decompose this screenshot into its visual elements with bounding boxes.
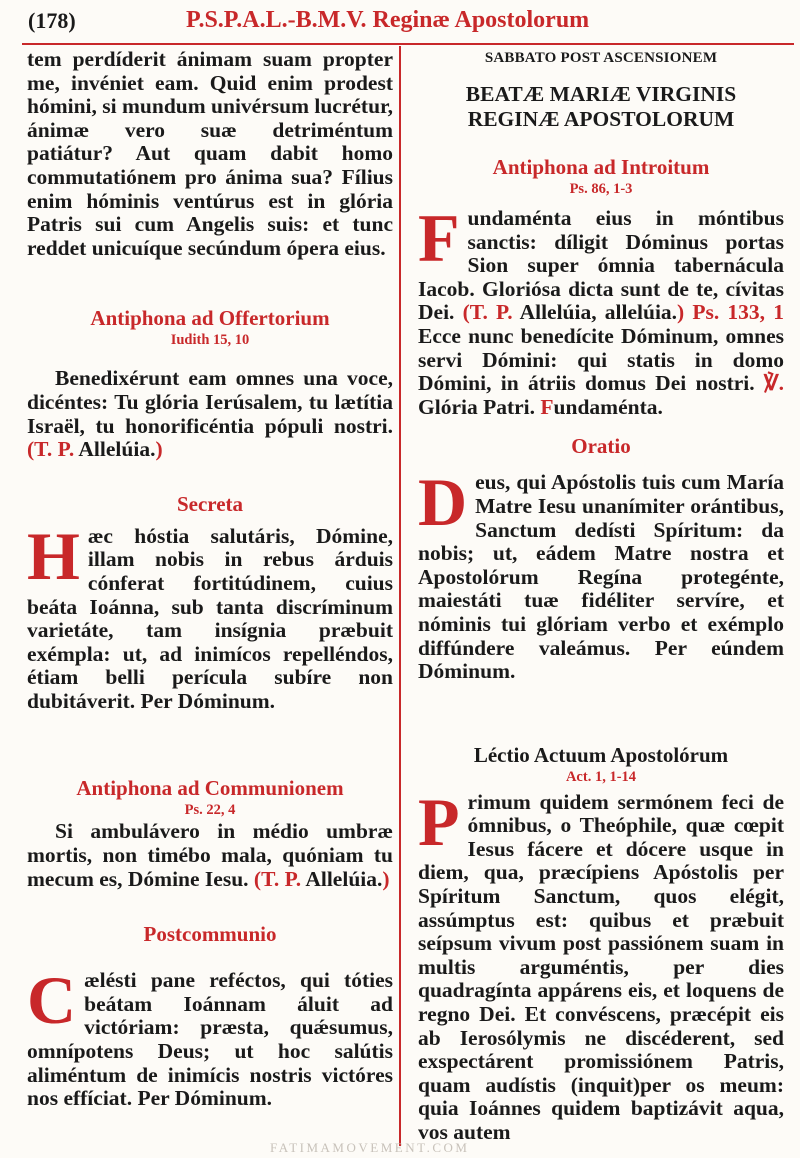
communion-text: Si ambulávero in médio umbræ mortis, non timébo mala, quóniam tu mecum es, Dómine Iesu. (T. P. Allelúia.) [27, 819, 393, 891]
day-overline: SABBATO POST ASCENSIONEM [484, 50, 718, 66]
lesson-text: Primum quidem sermónem feci de ómnibus, o Theóphile, quæ cœpit Iesus fácere et dócere usque in diem, qua, præcípiens Apóstolis per Spíritum Sanctum, quos elégit, assúmptus est: quibus et præbuit seípsum vivum post passiónem suam in multis arguméntis, per dies quadragínta appárens eis, et loquens de regno Dei. Et convéscens, præcépit eis ab Ierosólymis ne discéderent, sed exspectárent promissiónem Patris, quam audístis (inquit)per os meum: quia Ioánnes quidem baptizávit aqua, vos autem [418, 783, 784, 1144]
running-title: P.S.P.A.L.-B.M.V. Reginæ Apostolorum [186, 7, 590, 33]
tp-close: ) [677, 300, 685, 325]
offertory-citation: Iudith 15, 10 [170, 332, 250, 349]
introit-text: Fundaménta eius in móntibus sanctis: díligit Dóminus portas Sion super ómnia tabernácula Iacob. Gloriósa dicta sunt de te, cívitas Dei. (T. P. Allelúia, allelúia.) Ps. 133, 1 Ecce nunc benedícite Dóminum, omnes servi Dómini: qui statis in domo Dómini, in átriis domus Dei nostri. ℣. Glória Patri. Fundaménta. [418, 200, 785, 419]
secret-initial: H [27, 517, 80, 594]
postcommunion-heading: Postcommunio [143, 922, 277, 947]
tp-open: (T. P. [462, 300, 513, 325]
gospel-continuation: tem perdíderit ánimam suam propter me, invéniet eam. Quid enim prodest hómini, si mundum univérsum lucrétur, ánimæ vero suæ detriméntum patiátur? Aut quam dabit homo commutatiónem pro ánima sua? Fílius enim hóminis ventúrus est in glória Patris sui cum Angelis suis: et tunc reddet unicuíque secúndum ópera eius. [27, 47, 393, 260]
offertory-text: Benedixérunt eam omnes una voce, dicéntes: Tu glória Ierúsalem, tu lætítia Israël, tu honorificéntia pópuli nostri. (T. P. Allelúia.) [27, 366, 393, 462]
repeat-initial: F [540, 394, 554, 419]
communion-heading: Antiphona ad Communionem [76, 776, 344, 801]
versicle-symbol: ℣. [763, 371, 785, 396]
column-divider [399, 46, 401, 1146]
alleluia: Allelúia, allelúia. [519, 300, 678, 325]
header-rule [22, 43, 794, 45]
tp-close: ) [155, 437, 163, 462]
lesson-heading: Léctio Actuum Apostolórum [473, 742, 729, 767]
psalm-reference: Ps. 133, 1 [692, 300, 784, 325]
feast-title-line1: BEATÆ MARIÆ VIRGINIS [465, 82, 737, 106]
feast-title-line2: REGINÆ APOSTOLORUM [467, 107, 735, 131]
alleluia: Allelúia. [78, 437, 156, 462]
tp-open: (T. P. [27, 437, 75, 462]
page-number: (178) [28, 8, 76, 33]
right-column [418, 48, 784, 1145]
secret-text: Hæc hóstia salutáris, Dómine, illam nobis in rebus árduis cónferat fortitúdinem, cuius beáta Ioánna, sub tanta discríminum varietáte, tam insígnia præbuit exémpla: ut, ad inimícos repelléndos, étiam belli perícula subíre non dubitáverit. Per Dóminum. [27, 517, 393, 713]
collect-text: Deus, qui Apóstolis tuis cum María Matre Iesu unanímiter orántibus, Sanctum dedísti Spíritum: da nobis; ut, eádem Matre nostra et Apostolórum Regína protegénte, maiestáti tuæ fidéliter servíre, et nóminis tui glóriam verbo et exémplo diffúndere valeámus. Per eúndem Dóminum. [418, 464, 784, 684]
alleluia: Allelúia. [305, 866, 383, 891]
introit-heading: Antiphona ad Introitum [492, 155, 710, 179]
collect-heading: Oratio [571, 434, 631, 459]
tp-open: (T. P. [253, 866, 302, 891]
collect-initial: D [418, 464, 468, 541]
secret-heading: Secreta [176, 491, 244, 516]
lesson-initial: P [418, 783, 460, 860]
introit-initial: F [418, 200, 460, 276]
offertory-heading: Antiphona ad Offertorium [90, 306, 330, 331]
introit-citation: Ps. 86, 1-3 [569, 181, 633, 197]
lesson-citation: Act. 1, 1-14 [565, 768, 637, 785]
left-column [27, 48, 393, 1111]
tp-close: ) [382, 866, 390, 891]
page-header [0, 0, 800, 40]
postcommunion-text: Cælésti pane reféctos, qui tóties beátam Ioánnam áluit ad victóriam: præsta, quǽsumus, omnípotens Deus; ut hoc salútis aliméntum de inimícis nostris victóres nos effíciat. Per Dóminum. [27, 962, 393, 1111]
watermark: FATIMAMOVEMENT.COM [270, 1140, 470, 1155]
postcommunion-initial: C [27, 962, 77, 1039]
communion-citation: Ps. 22, 4 [184, 802, 236, 819]
